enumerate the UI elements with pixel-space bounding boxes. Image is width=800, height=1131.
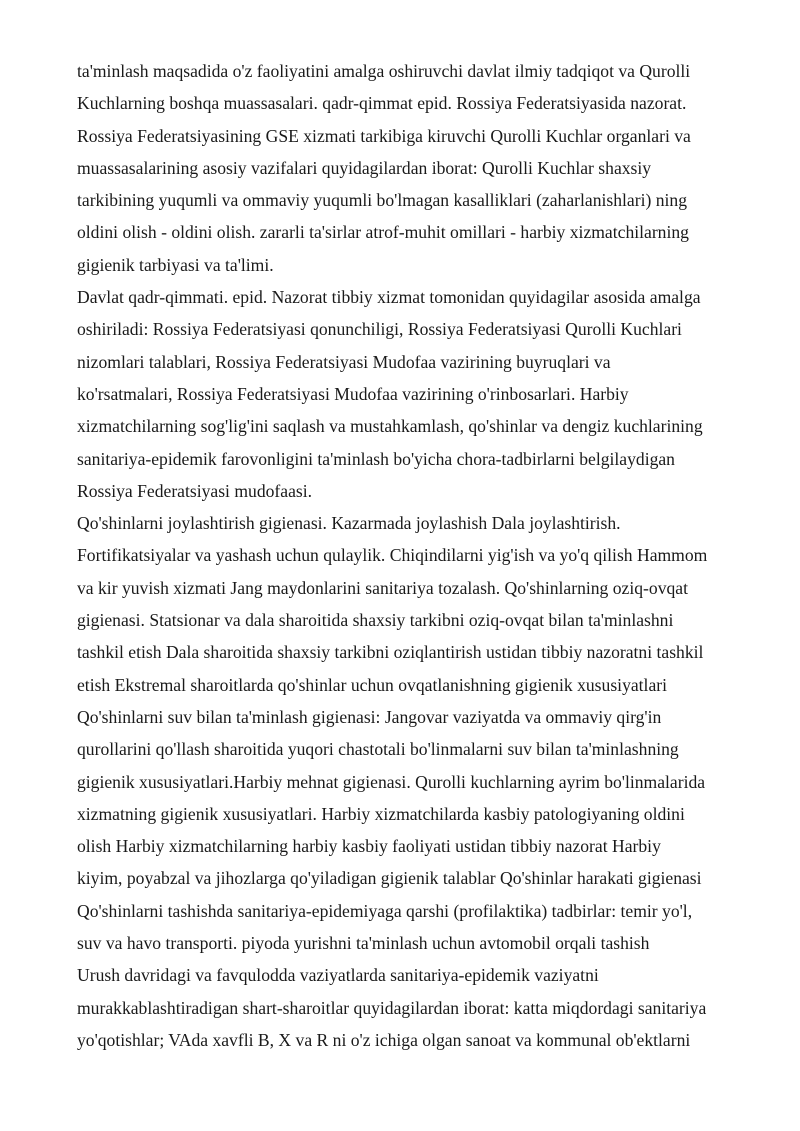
text-line: Fortifikatsiyalar va yashash uchun qulaylik. Chiqindilarni yig'ish va yo'q qilish Hammom [77,545,708,566]
text-line: Urush davridagi va favqulodda vaziyatlarda sanitariya-epidemik vaziyatni [77,965,599,986]
text-line: murakkablashtiradigan shart-sharoitlar quyidagilardan iborat: katta miqdordagi sanitariya [77,997,707,1018]
text-line: kiyim, poyabzal va jihozlarga qo'yiladigan gigienik talablar Qo'shinlar harakati gigienasi [77,868,702,889]
text-line: yo'qotishlar; VAda xavfli B, X va R ni o'z ichiga olgan sanoat va kommunal ob'ektlarni [77,1029,691,1050]
text-line: Rossiya Federatsiyasining GSE xizmati tarkibiga kiruvchi Qurolli Kuchlar organlari va [77,125,691,146]
text-line: xizmatchilarning sog'lig'ini saqlash va mustahkamlash, qo'shinlar va dengiz kuchlarining [77,416,703,437]
text-line: Qo'shinlarni suv bilan ta'minlash gigienasi: Jangovar vaziyatda va ommaviy qirg'in [77,706,662,727]
text-line: etish Ekstremal sharoitlarda qo'shinlar uchun ovqatlanishning gigienik xususiyatlari [77,674,668,695]
text-line: Qo'shinlarni tashishda sanitariya-epidemiyaga qarshi (profilaktika) tadbirlar: temir yo'l, [77,900,693,921]
text-line: oldini olish - oldini olish. zararli ta'sirlar atrof-muhit omillari - harbiy xizmatchilarning [77,222,689,243]
text-line: gigienik tarbiyasi va ta'limi. [77,254,274,275]
text-line: sanitariya-epidemik farovonligini ta'minlash bo'yicha chora-tadbirlarni belgilaydigan [77,448,675,469]
text-line: muassasalarining asosiy vazifalari quyidagilardan iborat: Qurolli Kuchlar shaxsiy [77,157,652,178]
text-line: ko'rsatmalari, Rossiya Federatsiyasi Mudofaa vazirining o'rinbosarlari. Harbiy [77,383,629,404]
text-line: gigienik xususiyatlari.Harbiy mehnat gigienasi. Qurolli kuchlarning ayrim bo'linmalarida [77,771,706,792]
text-line: Kuchlarning boshqa muassasalari. qadr-qimmat epid. Rossiya Federatsiyasida nazorat. [77,93,687,114]
text-line: Qo'shinlarni joylashtirish gigienasi. Kazarmada joylashish Dala joylashtirish. [77,513,621,534]
text-line: nizomlari talablari, Rossiya Federatsiyasi Mudofaa vazirining buyruqlari va [77,351,611,372]
text-line: suv va havo transporti. piyoda yurishni ta'minlash uchun avtomobil orqali tashish [77,933,650,954]
text-line: Davlat qadr-qimmati. epid. Nazorat tibbiy xizmat tomonidan quyidagilar asosida amalga [77,287,701,308]
text-line: tashkil etish Dala sharoitida shaxsiy tarkibni oziqlantirish ustidan tibbiy nazoratni tashkil [77,642,704,663]
document-body [77,55,767,1056]
text-line: gigienasi. Statsionar va dala sharoitida shaxsiy tarkibni oziq-ovqat bilan ta'minlashni [77,610,674,631]
text-line: Rossiya Federatsiyasi mudofaasi. [77,480,313,501]
text-line: tarkibining yuqumli va ommaviy yuqumli bo'lmagan kasalliklari (zaharlanishlari) ning [77,190,688,211]
text-line: va kir yuvish xizmati Jang maydonlarini sanitariya tozalash. Qo'shinlarning oziq-ovqat [77,577,688,598]
text-line: ta'minlash maqsadida o'z faoliyatini amalga oshiruvchi davlat ilmiy tadqiqot va Qurolli [77,61,691,81]
text-line: qurollarini qo'llash sharoitida yuqori chastotali bo'linmalarni suv bilan ta'minlashning [77,739,679,760]
text-line: oshiriladi: Rossiya Federatsiyasi qonunchiligi, Rossiya Federatsiyasi Qurolli Kuchlari [77,319,682,340]
text-line: xizmatning gigienik xususiyatlari. Harbiy xizmatchilarda kasbiy patologiyaning oldini [77,803,685,824]
text-line: olish Harbiy xizmatchilarning harbiy kasbiy faoliyati ustidan tibbiy nazorat Harbiy [77,836,661,857]
